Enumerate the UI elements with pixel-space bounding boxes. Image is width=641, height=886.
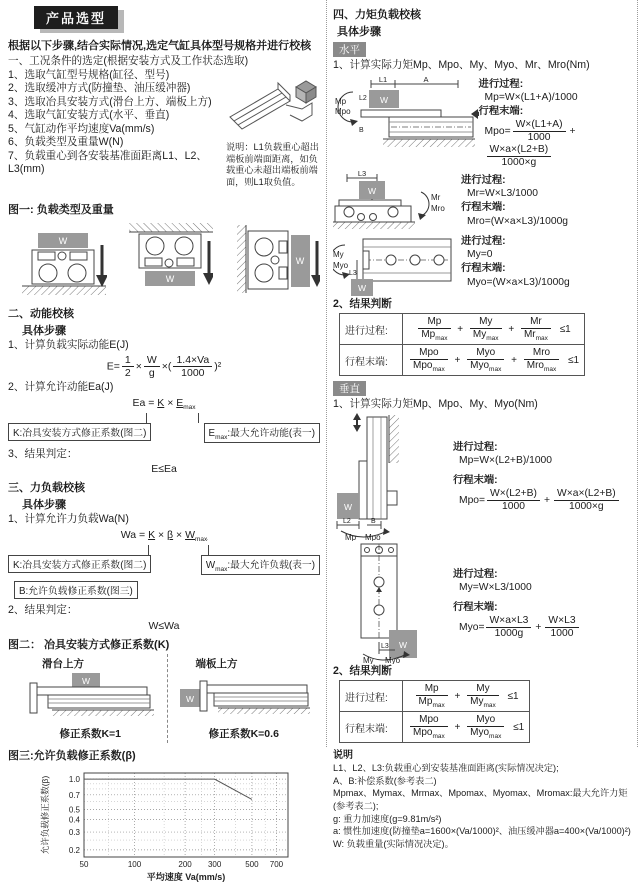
l1-dim: L1 <box>378 74 388 84</box>
force-step2: 2、结果判定： <box>8 603 78 616</box>
isometric-figure <box>226 75 320 190</box>
mp-label: Mp <box>345 532 357 541</box>
horizontal-judge-table <box>339 313 585 376</box>
section2-title: 二、动能校核 <box>8 307 74 320</box>
sub-max: max <box>483 701 496 709</box>
process-label: 进行过程: <box>461 174 506 186</box>
svg-text:700: 700 <box>269 859 284 869</box>
note-line: Mpmax、Mymax、Mrmax、Mpomax、Myomax、Mromax:最大允许力矩(参考表二); <box>333 788 628 812</box>
process-label: 进行过程: <box>453 568 498 580</box>
connector-line <box>146 413 147 423</box>
mro-end-formula: Mro=(W×a×L3)/1000g <box>467 216 569 228</box>
fig2-endplate-top <box>167 654 321 743</box>
frac-den: 2 <box>124 367 131 380</box>
fig2-diagrams <box>14 654 320 743</box>
wa-formula <box>8 529 320 543</box>
mr-process-formula: Mr=W×L3/1000 <box>467 188 538 200</box>
vertical-my-formulas <box>453 542 581 640</box>
note-line: g: 重力加速度(g=9.81m/s²) <box>333 813 442 824</box>
w-label: W <box>296 255 305 266</box>
vertical-my-diagram <box>333 542 453 664</box>
formula-text: Ea = <box>132 396 158 409</box>
kinetic-step1: 1、计算负载实际动能E(J) <box>8 338 129 351</box>
frac-den: Mp <box>421 328 436 340</box>
table-row <box>340 712 530 743</box>
diagram-row-vertical-mp <box>333 413 633 541</box>
plus-sign: + <box>454 721 461 733</box>
mp-process-formula: Mp=W×(L1+A)/1000 <box>484 92 578 104</box>
note-line: L1、L2、L3:负载重心到安装基准面距离(实际情况决定); <box>333 763 559 774</box>
stroke-end-label: 行程末端: <box>453 602 498 614</box>
fig2-left-k: 修正系数K=1 <box>59 727 122 740</box>
svg-text:200: 200 <box>178 859 192 869</box>
list-item: 2、选取缓冲方式(防撞垫、油压缓冲器) <box>8 82 191 95</box>
note-line: a: 惯性加速度(防撞垫a=1600×(Va/1000)²、油压缓冲器a=400×(Va/1000)²) <box>333 826 631 837</box>
result-condition: ≤1 <box>568 354 580 366</box>
formula-text: Wa = <box>120 528 149 541</box>
frac-den: 1000g <box>494 628 524 640</box>
formula-text: × <box>164 396 177 409</box>
horizontal-mr-diagram <box>333 170 461 230</box>
svg-text:50: 50 <box>79 859 89 869</box>
judge1-title: 2、结果判断 <box>333 297 392 310</box>
fig2-right-k: 修正系数K=0.6 <box>208 727 279 740</box>
frac-num: W×a×(L2+B) <box>554 488 619 501</box>
svg-text:平均速度 Va(mm/s): 平均速度 Va(mm/s) <box>146 871 226 882</box>
frac-den: Mpo <box>413 359 433 371</box>
svg-text:0.4: 0.4 <box>68 814 80 824</box>
frac-den: Mro <box>526 359 544 371</box>
vertical-mp-formulas <box>453 413 621 513</box>
formula-k: K <box>148 528 156 541</box>
svg-text:100: 100 <box>127 859 142 869</box>
l2-dim: L2 <box>359 94 367 102</box>
force-step1: 1、计算允许力负载Wa(N) <box>8 513 129 526</box>
frac-num: Myo <box>467 714 504 727</box>
frac-num: Mp <box>416 683 448 696</box>
w-label: W <box>398 639 408 650</box>
frac-den: 1000 <box>502 501 525 513</box>
a-dim: A <box>423 74 429 84</box>
mr-label: Mr <box>431 192 441 202</box>
list-item: 4、选取气缸安装方式(水平、垂直) <box>8 109 170 122</box>
frac-num: 1 <box>122 354 134 367</box>
process-label: 进行过程: <box>478 78 524 90</box>
frac-num: W <box>144 354 160 367</box>
frac-num: W×(L1+A) <box>513 119 566 132</box>
process-label: 进行过程: <box>453 441 498 453</box>
intro-line: 根据以下步骤,结合实际情况,选定气缸具体型号规格并进行校核 <box>8 40 312 52</box>
isometric-cylinder-diagram <box>226 75 320 137</box>
plus-sign: + <box>454 690 461 702</box>
right-column <box>333 6 633 851</box>
column-divider <box>326 0 327 747</box>
force-judge: W≤Wa <box>148 619 180 632</box>
frac-den: Myo <box>470 726 490 738</box>
frac-den: My <box>472 328 487 340</box>
horizontal-tag: 水平 <box>333 42 366 57</box>
formula-k: K <box>157 396 165 409</box>
formula-beta: β <box>167 528 174 541</box>
fig2-slide-top <box>14 654 167 743</box>
frac-den: Mpo <box>413 726 433 738</box>
formula-connectors <box>8 413 320 423</box>
svg-text:0.7: 0.7 <box>68 790 80 800</box>
w-label: W <box>379 94 389 105</box>
w-label: W <box>82 675 91 686</box>
formula-emax: E <box>176 396 184 409</box>
slide-top-mount-diagram <box>20 671 160 723</box>
list-item: 3、选取冶具安装方式(滑台上方、端板上方) <box>8 95 212 108</box>
steps-label: 具体步骤 <box>22 499 66 512</box>
wmax-box <box>201 555 320 575</box>
frac-num: Myo <box>467 347 504 360</box>
vertical-step1: 1、计算实际力矩Mp、Mpo、My、Myo(Nm) <box>333 398 538 411</box>
w-label: W <box>367 185 377 196</box>
label-text: :最大允许动能(表一) <box>227 427 315 439</box>
formula-sub: max <box>194 536 208 543</box>
frac-den: 1000 <box>527 132 551 144</box>
force-boxes-row2 <box>14 581 320 599</box>
table-row <box>340 681 530 712</box>
fig2-left-label: 滑台上方 <box>42 657 84 670</box>
sub-max: max <box>432 701 445 709</box>
frac-num: W×L3 <box>545 615 578 628</box>
fig1-title: 图一: 负载类型及重量 <box>8 203 114 216</box>
kinetic-step3: 3、结果判定： <box>8 447 78 460</box>
b-dim: B <box>359 126 364 134</box>
sub-max: max <box>486 334 499 342</box>
fig1-diagrams <box>18 219 320 301</box>
plus-sign: + <box>535 622 542 634</box>
frac-num: My <box>467 683 499 696</box>
horizontal-my-diagram <box>333 231 461 297</box>
w-label: W <box>185 693 194 704</box>
notes-title: 说明 <box>333 750 353 762</box>
judge2-title: 2、结果判断 <box>333 664 392 677</box>
my-formulas <box>461 231 570 291</box>
mpo-label: Mpo <box>335 106 351 116</box>
frac-num: Mro <box>524 347 560 360</box>
stroke-end-label: 行程末端: <box>453 475 498 487</box>
row-label: 行程末端: <box>340 345 403 376</box>
svg-text:允许负载修正系数(β): 允许负载修正系数(β) <box>40 775 50 854</box>
stroke-end-label: 行程末端: <box>461 202 506 214</box>
formula-connectors <box>8 545 320 555</box>
frac-den: Mr <box>523 328 536 340</box>
load-type-wall-diagram <box>231 219 320 301</box>
page-title: 产品选型 <box>34 6 118 29</box>
w-label: W <box>357 282 367 293</box>
l3-dim: L3 <box>349 269 357 277</box>
emax-box <box>204 423 320 443</box>
frac-num: Mp <box>418 316 450 329</box>
note-line: A、B:补偿系数(参考表二) <box>333 775 437 786</box>
mp-formulas <box>479 74 633 169</box>
formula-text: × <box>173 528 186 541</box>
process-label: 进行过程: <box>461 235 506 247</box>
plus-sign: + <box>569 126 576 138</box>
myo-label: Myo <box>333 260 349 270</box>
formula-text: Myo= <box>459 622 485 634</box>
force-boxes-row1 <box>8 555 320 575</box>
plus-sign: + <box>457 323 464 335</box>
mpo-end-formula <box>485 119 633 168</box>
formula-wmax: W <box>185 528 195 541</box>
svg-text:1.0: 1.0 <box>68 774 80 784</box>
frac-den: 1000×g <box>501 156 537 168</box>
diagram-row-my <box>333 231 633 297</box>
beta-chart <box>38 765 296 883</box>
w-label: W <box>165 273 174 284</box>
result-condition: ≤1 <box>513 721 525 733</box>
formula-sub: max <box>183 403 196 411</box>
fig2-title: 图二： 冶具安装方式修正系数(K) <box>8 638 170 651</box>
selection-steps <box>8 69 320 197</box>
k-coefficient-box: K:冶具安装方式修正系数(图二) <box>8 555 151 573</box>
sub-max: max <box>435 334 448 342</box>
svg-text:300: 300 <box>207 859 222 869</box>
label-sub: max <box>215 433 228 441</box>
l2-dim: L2 <box>343 517 351 525</box>
frac-den: Mp <box>418 695 433 707</box>
list-item: 5、气缸动作平均速度Va(mm/s) <box>8 122 155 135</box>
stroke-end-label: 行程末端: <box>478 106 524 118</box>
row-label: 进行过程: <box>340 681 403 712</box>
formula-text: × <box>135 360 142 373</box>
section4-title: 四、力矩负载校核 <box>333 9 421 21</box>
l3-dim: L3 <box>357 169 367 178</box>
vertical-tag: 垂直 <box>333 381 366 396</box>
frac-num: Mr <box>521 316 551 329</box>
k-coefficient-box: K:冶具安装方式修正系数(图二) <box>8 423 151 441</box>
section1-title: 一、工况条件的选定(根据安装方式及工作状态选取) <box>8 55 249 67</box>
kinetic-judge: E≤Ea <box>151 463 177 476</box>
svg-text:0.2: 0.2 <box>68 845 80 855</box>
load-type-floor-diagram <box>18 219 107 301</box>
formula-text: ×( <box>161 360 172 373</box>
plus-sign: + <box>454 354 461 366</box>
connector-line <box>208 545 209 555</box>
mpo-label: Mpo <box>365 532 381 541</box>
horizontal-step1: 1、计算实际力矩Mp、Mpo、My、Myo、Mr、Mro(Nm) <box>333 59 590 71</box>
vmy-process-formula: My=W×L3/1000 <box>459 582 532 594</box>
row-label: 进行过程: <box>340 314 403 345</box>
list-item: 1、选取气缸型号规格(缸径、型号) <box>8 68 170 81</box>
list-item: 7、负载重心到各安装基准面距离L1、L2、L3(mm) <box>8 149 207 176</box>
w-label: W <box>58 235 68 246</box>
formula-text: × <box>155 528 168 541</box>
table-row <box>340 314 585 345</box>
myo-end-formula: Myo=(W×a×L3)/1000g <box>467 277 570 289</box>
horizontal-mp-diagram <box>333 74 479 154</box>
formula-text: )² <box>214 360 222 373</box>
notes-block <box>333 762 633 851</box>
my-process-formula: My=0 <box>467 249 493 261</box>
label-text: W <box>205 560 216 571</box>
connector-line <box>148 545 149 555</box>
my-label: My <box>363 655 374 664</box>
sub-max: max <box>432 732 445 740</box>
label-text: :最大允许负载(表一) <box>227 560 315 571</box>
steps-label: 具体步骤 <box>22 324 66 337</box>
frac-num: W×a×L3 <box>486 615 531 628</box>
stroke-end-label: 行程末端: <box>461 263 506 275</box>
mp-label: Mp <box>335 96 347 106</box>
endplate-mount-diagram <box>174 671 314 723</box>
frac-den: 1000 <box>181 367 205 380</box>
fig3-title: 图三:允许负载修正系数(β) <box>8 749 136 762</box>
result-condition: ≤1 <box>507 690 519 702</box>
formula-text: Mpo= <box>459 495 486 507</box>
diagram-row-vertical-my <box>333 542 633 664</box>
diagram-row-mr <box>333 170 633 230</box>
row-formula <box>403 681 530 712</box>
diagram-row-mp <box>333 74 633 169</box>
section3-title: 三、力负载校核 <box>8 482 85 495</box>
plus-sign: + <box>543 495 550 507</box>
myo-label: Myo <box>385 655 401 664</box>
label-sub: max <box>215 565 228 573</box>
load-type-ceiling-diagram <box>125 219 214 301</box>
sub-max: max <box>489 365 502 373</box>
page-right-edge <box>637 0 638 747</box>
kinetic-step2: 2、计算允许动能Ea(J) <box>8 381 114 394</box>
ea-formula <box>8 397 320 411</box>
vmyo-end-formula <box>459 615 581 640</box>
table-row <box>340 345 585 376</box>
row-formula <box>403 345 585 376</box>
w-label: W <box>343 501 353 512</box>
formula-text: E= <box>106 360 120 373</box>
left-column <box>8 4 320 886</box>
beta-coefficient-box: B:允许负载修正系数(图三) <box>14 581 138 599</box>
kinetic-boxes <box>8 423 320 443</box>
kinetic-energy-formula <box>8 354 320 379</box>
row-formula <box>403 314 585 345</box>
svg-text:0.3: 0.3 <box>68 827 80 837</box>
vmpo-end-formula <box>459 488 621 513</box>
frac-den: 1000×g <box>569 501 604 513</box>
steps-label: 具体步骤 <box>337 26 381 38</box>
frac-num: Mpo <box>410 347 448 360</box>
fig2-right-label: 端板上方 <box>195 657 238 670</box>
frac-den: 1000 <box>550 628 574 640</box>
frac-num: W×(L2+B) <box>487 488 540 501</box>
sub-max: max <box>543 365 557 373</box>
frac-num: Mpo <box>410 714 448 727</box>
plus-sign: + <box>508 323 515 335</box>
row-formula <box>403 712 530 743</box>
list-item: 6、负载类型及重量W(N) <box>8 136 124 149</box>
vertical-mp-diagram <box>333 413 453 541</box>
frac-num: W×a×(L2+B) <box>487 144 552 157</box>
mro-label: Mro <box>431 203 445 213</box>
sub-max: max <box>489 732 502 740</box>
svg-text:500: 500 <box>245 859 259 869</box>
frac-den: My <box>470 695 484 707</box>
label-text: E <box>208 427 216 439</box>
note-line: W: 负载重量(实际情况决定)。 <box>333 839 454 850</box>
plus-sign: + <box>511 354 517 366</box>
frac-num: 1.4×Va <box>173 354 212 367</box>
connector-line <box>198 413 199 423</box>
sub-max: max <box>535 334 548 342</box>
frac-num: My <box>470 316 502 329</box>
vertical-judge-table <box>339 680 530 743</box>
l1-note: 说明：L1负载重心超出端板前端面距离，如负载重心未超出端板前端面，则L1取负值。 <box>226 141 319 188</box>
mr-formulas <box>461 170 568 230</box>
svg-text:0.5: 0.5 <box>68 805 80 815</box>
row-label: 行程末端: <box>340 712 403 743</box>
b-dim: B <box>371 517 376 525</box>
vmp-process-formula: Mp=W×(L2+B)/1000 <box>459 455 553 467</box>
l3-dim: L3 <box>381 642 389 650</box>
fig3-chart-wrap <box>38 765 320 886</box>
formula-text: Mpo= <box>484 126 511 138</box>
frac-den: g <box>148 367 155 380</box>
my-label: My <box>333 249 344 259</box>
sub-max: max <box>432 365 445 373</box>
frac-den: Myo <box>470 359 490 371</box>
result-condition: ≤1 <box>559 323 571 335</box>
